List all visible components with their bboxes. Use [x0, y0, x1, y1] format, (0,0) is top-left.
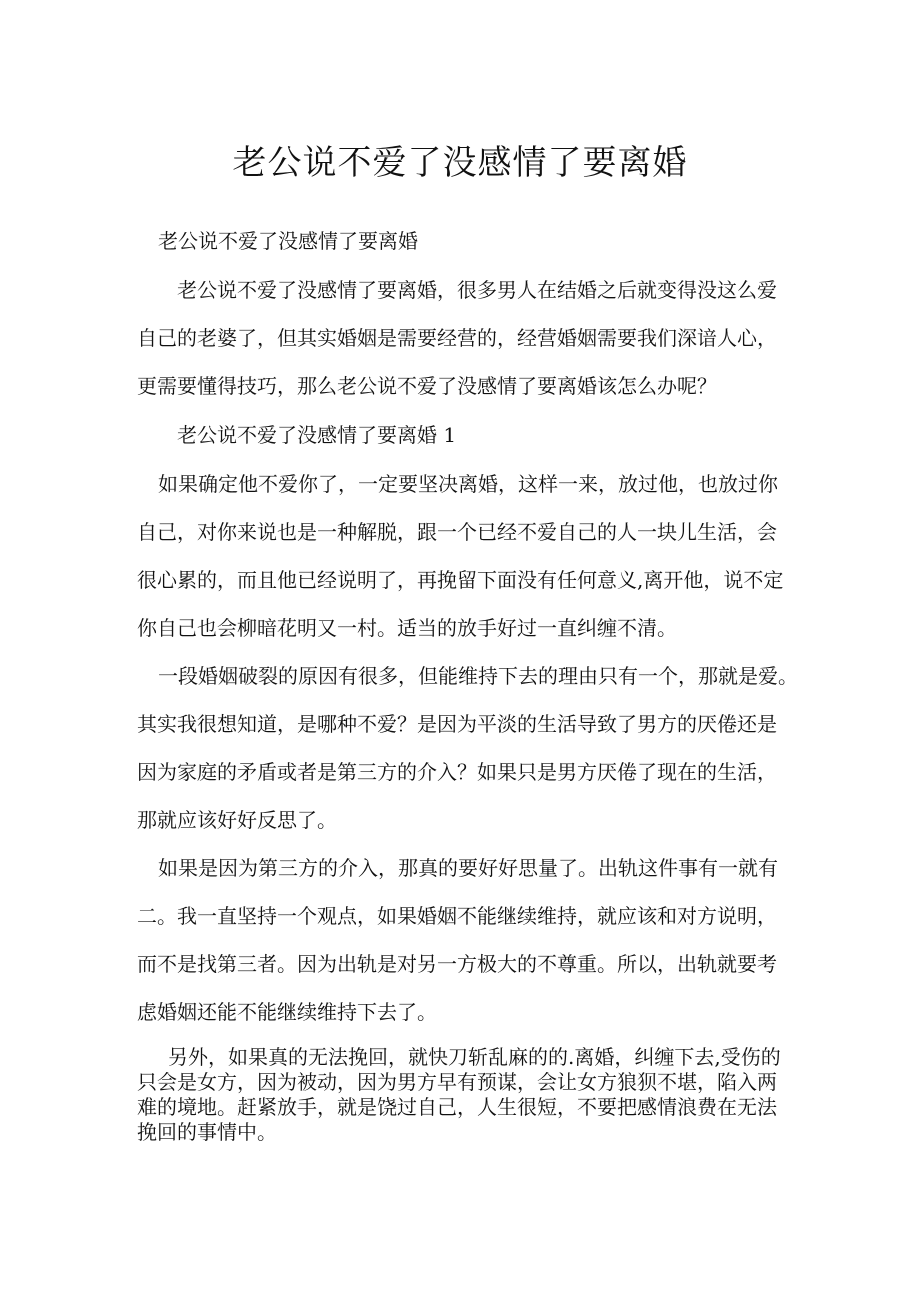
intro-line: 老公说不爱了没感情了要离婚，很多男人在结婚之后就变得没这么爱 [177, 278, 777, 302]
paragraph-line: 而不是找第三者。因为出轨是对另一方极大的不尊重。所以，出轨就要考 [137, 952, 777, 976]
intro-line: 更需要懂得技巧，那么老公说不爱了没感情了要离婚该怎么办呢？ [137, 374, 717, 398]
section-heading-block [137, 411, 797, 459]
paragraph-line: 那就应该好好反思了。 [137, 808, 337, 832]
paragraph-line: 如果确定他不爱你了，一定要坚决离婚，这样一来，放过他，也放过你 [158, 472, 778, 496]
paragraph-line: 难的境地。赶紧放手，就是饶过自己，人生很短，不要把感情浪费在无法 [137, 1095, 777, 1119]
paragraph-line: 虑婚姻还能不能继续维持下去了。 [137, 1000, 437, 1024]
paragraph-5 [137, 1045, 797, 1145]
paragraph-4 [137, 844, 797, 1036]
paragraph-line: 如果是因为第三方的介入，那真的要好好思量了。出轨这件事有一就有 [158, 856, 778, 880]
paragraph-line: 另外，如果真的无法挽回，就快刀斩乱麻的的.离婚，纠缠下去,受伤的 [168, 1045, 781, 1069]
document-title: 老公说不爱了没感情了要离婚 [232, 143, 688, 183]
document-subtitle: 老公说不爱了没感情了要离婚 [158, 229, 418, 253]
paragraph-line: 很心累的，而且他已经说明了，再挽留下面没有任何意义,离开他，说不定 [137, 568, 784, 592]
paragraph-3 [137, 652, 797, 844]
paragraph-line: 你自己也会柳暗花明又一村。适当的放手好过一直纠缠不清。 [137, 616, 677, 640]
paragraph-line: 其实我很想知道，是哪种不爱？是因为平淡的生活导致了男方的厌倦还是 [137, 712, 777, 736]
intro-paragraph [137, 266, 797, 410]
paragraph-line: 只会是女方，因为被动，因为男方早有预谋，会让女方狼狈不堪，陷入两 [137, 1070, 777, 1094]
intro-line: 自己的老婆了，但其实婚姻是需要经营的，经营婚姻需要我们深谙人心， [137, 326, 777, 350]
paragraph-line: 二。我一直坚持一个观点，如果婚姻不能继续维持，就应该和对方说明， [137, 904, 777, 928]
paragraph-line: 挽回的事情中。 [137, 1120, 277, 1144]
paragraph-line: 一段婚姻破裂的原因有很多，但能维持下去的理由只有一个，那就是爱。 [158, 664, 798, 688]
paragraph-line: 因为家庭的矛盾或者是第三方的介入？如果只是男方厌倦了现在的生活， [137, 760, 777, 784]
section-heading: 老公说不爱了没感情了要离婚 1 [177, 423, 457, 447]
paragraph-line: 自己，对你来说也是一种解脱，跟一个已经不爱自己的人一块儿生活，会 [137, 520, 777, 544]
paragraph-2 [137, 460, 797, 652]
